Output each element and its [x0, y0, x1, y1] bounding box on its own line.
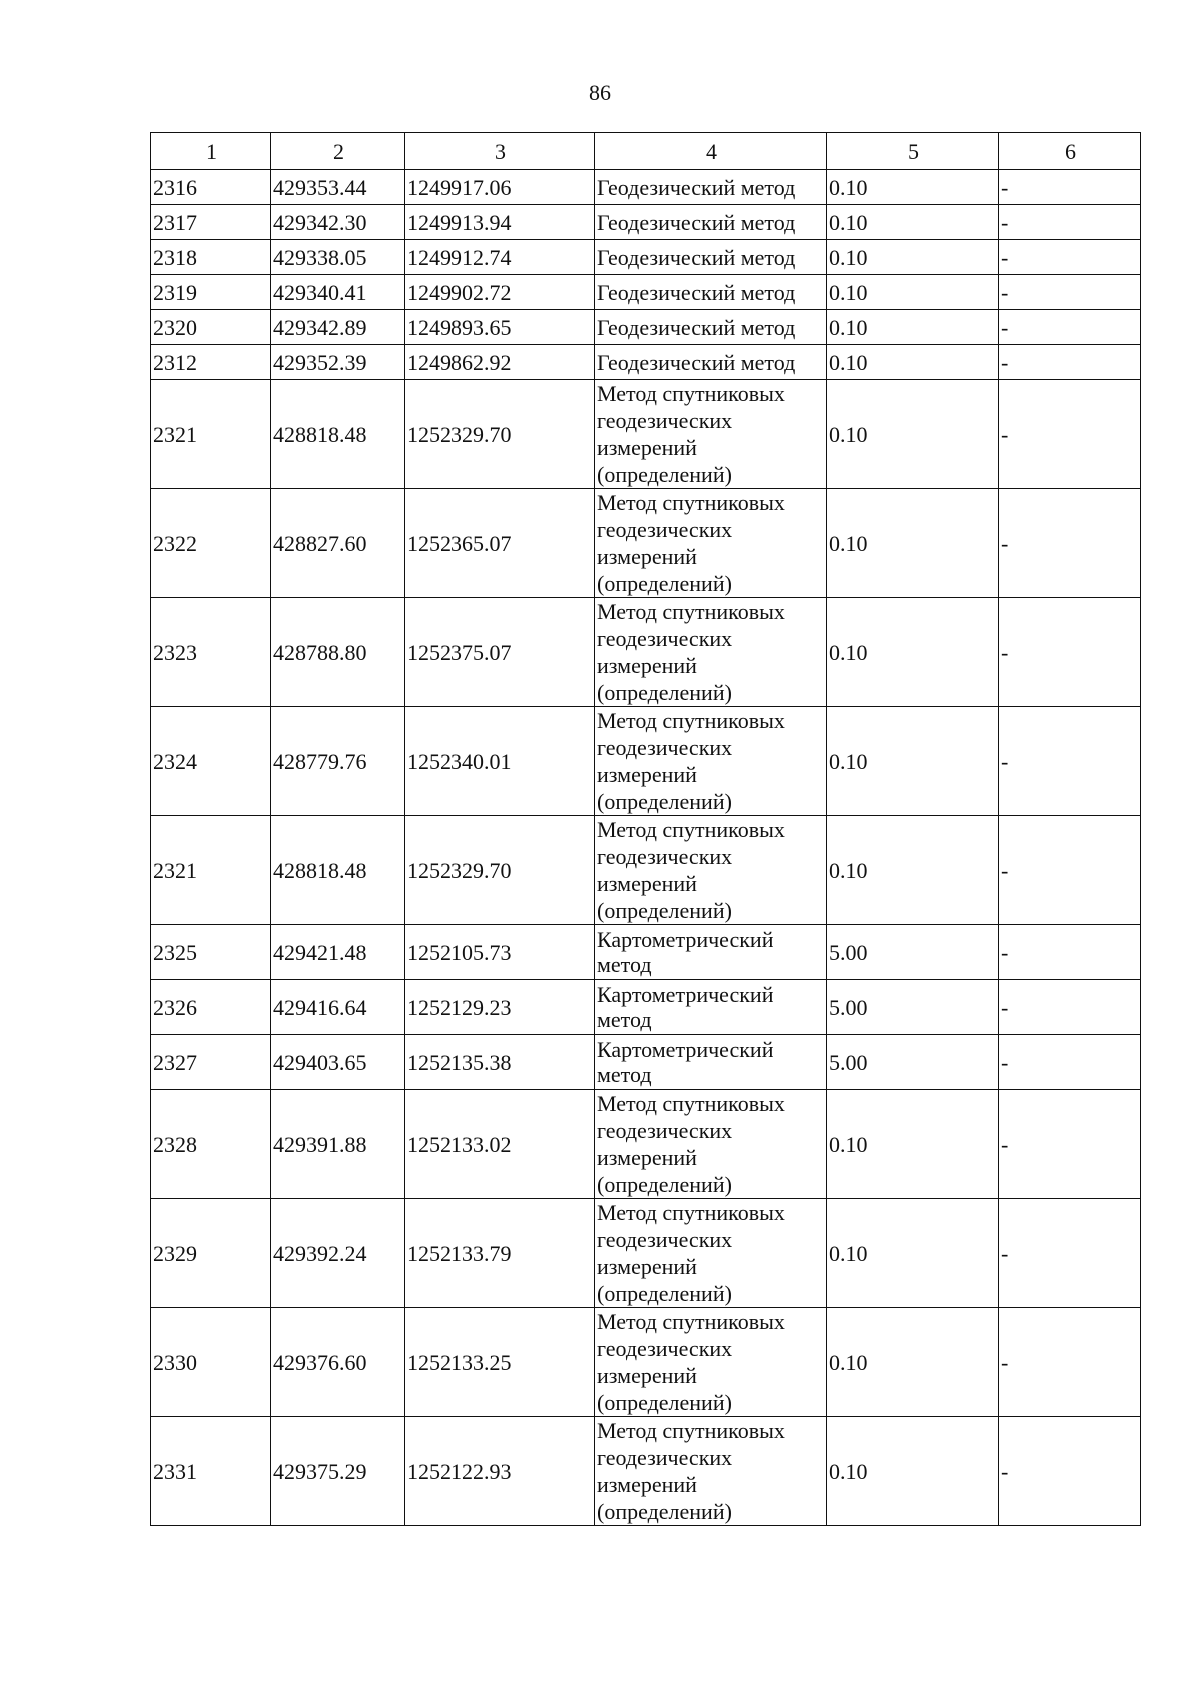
y-coordinate-cell: 1252375.07 [405, 598, 595, 707]
point-id-cell: 2321 [151, 816, 271, 925]
accuracy-cell: 5.00 [827, 925, 999, 980]
note-cell: - [999, 707, 1141, 816]
table-row [151, 345, 1141, 380]
x-coordinate-cell: 429421.48 [271, 925, 405, 980]
y-coordinate-cell: 1252129.23 [405, 980, 595, 1035]
table-row [151, 925, 1141, 980]
x-coordinate-cell: 429391.88 [271, 1090, 405, 1199]
method-cell: Метод спутниковых геодезических измерений (определений) [595, 1090, 827, 1199]
note-cell: - [999, 925, 1141, 980]
y-coordinate-cell: 1252340.01 [405, 707, 595, 816]
method-cell: Метод спутниковых геодезических измерений (определений) [595, 489, 827, 598]
method-cell: Геодезический метод [595, 275, 827, 310]
accuracy-cell: 0.10 [827, 816, 999, 925]
table-row [151, 980, 1141, 1035]
x-coordinate-cell: 428818.48 [271, 816, 405, 925]
accuracy-cell: 0.10 [827, 275, 999, 310]
point-id-cell: 2322 [151, 489, 271, 598]
y-coordinate-cell: 1252135.38 [405, 1035, 595, 1090]
column-header-1: 1 [151, 133, 271, 170]
y-coordinate-cell: 1252133.02 [405, 1090, 595, 1199]
x-coordinate-cell: 428818.48 [271, 380, 405, 489]
note-cell: - [999, 489, 1141, 598]
accuracy-cell: 0.10 [827, 707, 999, 816]
point-id-cell: 2323 [151, 598, 271, 707]
point-id-cell: 2329 [151, 1199, 271, 1308]
table-row [151, 1035, 1141, 1090]
accuracy-cell: 5.00 [827, 1035, 999, 1090]
x-coordinate-cell: 429340.41 [271, 275, 405, 310]
x-coordinate-cell: 428779.76 [271, 707, 405, 816]
accuracy-cell: 0.10 [827, 489, 999, 598]
point-id-cell: 2330 [151, 1308, 271, 1417]
table-row [151, 707, 1141, 816]
x-coordinate-cell: 429352.39 [271, 345, 405, 380]
x-coordinate-cell: 429338.05 [271, 240, 405, 275]
note-cell: - [999, 380, 1141, 489]
y-coordinate-cell: 1252122.93 [405, 1417, 595, 1526]
x-coordinate-cell: 429416.64 [271, 980, 405, 1035]
x-coordinate-cell: 429375.29 [271, 1417, 405, 1526]
point-id-cell: 2326 [151, 980, 271, 1035]
accuracy-cell: 0.10 [827, 1417, 999, 1526]
accuracy-cell: 0.10 [827, 240, 999, 275]
method-cell: Метод спутниковых геодезических измерений (определений) [595, 1199, 827, 1308]
table-row [151, 205, 1141, 240]
note-cell: - [999, 240, 1141, 275]
note-cell: - [999, 598, 1141, 707]
method-cell: Геодезический метод [595, 310, 827, 345]
method-cell: Метод спутниковых геодезических измерений (определений) [595, 380, 827, 489]
point-id-cell: 2331 [151, 1417, 271, 1526]
note-cell: - [999, 1417, 1141, 1526]
point-id-cell: 2325 [151, 925, 271, 980]
accuracy-cell: 0.10 [827, 1308, 999, 1417]
y-coordinate-cell: 1249902.72 [405, 275, 595, 310]
method-cell: Картометрический метод [595, 1035, 827, 1090]
table-row [151, 1199, 1141, 1308]
table-row [151, 1090, 1141, 1199]
table-row [151, 170, 1141, 205]
column-header-6: 6 [999, 133, 1141, 170]
method-cell: Метод спутниковых геодезических измерений (определений) [595, 707, 827, 816]
column-header-2: 2 [271, 133, 405, 170]
y-coordinate-cell: 1252329.70 [405, 816, 595, 925]
y-coordinate-cell: 1252365.07 [405, 489, 595, 598]
point-id-cell: 2312 [151, 345, 271, 380]
table-row [151, 816, 1141, 925]
x-coordinate-cell: 429353.44 [271, 170, 405, 205]
point-id-cell: 2319 [151, 275, 271, 310]
method-cell: Картометрический метод [595, 980, 827, 1035]
table-row [151, 598, 1141, 707]
method-cell: Геодезический метод [595, 205, 827, 240]
table-row [151, 380, 1141, 489]
method-cell: Геодезический метод [595, 240, 827, 275]
accuracy-cell: 0.10 [827, 598, 999, 707]
x-coordinate-cell: 429392.24 [271, 1199, 405, 1308]
y-coordinate-cell: 1249913.94 [405, 205, 595, 240]
table-row [151, 489, 1141, 598]
column-header-4: 4 [595, 133, 827, 170]
y-coordinate-cell: 1252105.73 [405, 925, 595, 980]
method-cell: Метод спутниковых геодезических измерений (определений) [595, 598, 827, 707]
point-id-cell: 2316 [151, 170, 271, 205]
accuracy-cell: 0.10 [827, 345, 999, 380]
accuracy-cell: 0.10 [827, 205, 999, 240]
note-cell: - [999, 980, 1141, 1035]
point-id-cell: 2327 [151, 1035, 271, 1090]
accuracy-cell: 0.10 [827, 1090, 999, 1199]
x-coordinate-cell: 429403.65 [271, 1035, 405, 1090]
method-cell: Метод спутниковых геодезических измерений (определений) [595, 1308, 827, 1417]
x-coordinate-cell: 428827.60 [271, 489, 405, 598]
y-coordinate-cell: 1252133.25 [405, 1308, 595, 1417]
accuracy-cell: 0.10 [827, 380, 999, 489]
note-cell: - [999, 1308, 1141, 1417]
accuracy-cell: 0.10 [827, 1199, 999, 1308]
page-number: 86 [589, 80, 611, 105]
note-cell: - [999, 816, 1141, 925]
table-row [151, 1417, 1141, 1526]
point-id-cell: 2320 [151, 310, 271, 345]
y-coordinate-cell: 1249917.06 [405, 170, 595, 205]
accuracy-cell: 0.10 [827, 310, 999, 345]
method-cell: Геодезический метод [595, 345, 827, 380]
table-body [151, 170, 1141, 1526]
point-id-cell: 2318 [151, 240, 271, 275]
x-coordinate-cell: 429342.89 [271, 310, 405, 345]
y-coordinate-cell: 1252329.70 [405, 380, 595, 489]
column-header-5: 5 [827, 133, 999, 170]
y-coordinate-cell: 1249862.92 [405, 345, 595, 380]
note-cell: - [999, 205, 1141, 240]
accuracy-cell: 5.00 [827, 980, 999, 1035]
point-id-cell: 2321 [151, 380, 271, 489]
x-coordinate-cell: 428788.80 [271, 598, 405, 707]
note-cell: - [999, 1035, 1141, 1090]
note-cell: - [999, 1090, 1141, 1199]
method-cell: Картометрический метод [595, 925, 827, 980]
table-row [151, 310, 1141, 345]
method-cell: Геодезический метод [595, 170, 827, 205]
table-row [151, 1308, 1141, 1417]
point-id-cell: 2317 [151, 205, 271, 240]
point-id-cell: 2328 [151, 1090, 271, 1199]
y-coordinate-cell: 1249912.74 [405, 240, 595, 275]
coordinates-table [150, 132, 1141, 1526]
x-coordinate-cell: 429376.60 [271, 1308, 405, 1417]
table-row [151, 240, 1141, 275]
note-cell: - [999, 275, 1141, 310]
table-header-row [151, 133, 1141, 170]
column-header-3: 3 [405, 133, 595, 170]
y-coordinate-cell: 1252133.79 [405, 1199, 595, 1308]
point-id-cell: 2324 [151, 707, 271, 816]
x-coordinate-cell: 429342.30 [271, 205, 405, 240]
accuracy-cell: 0.10 [827, 170, 999, 205]
note-cell: - [999, 310, 1141, 345]
y-coordinate-cell: 1249893.65 [405, 310, 595, 345]
method-cell: Метод спутниковых геодезических измерений (определений) [595, 1417, 827, 1526]
method-cell: Метод спутниковых геодезических измерений (определений) [595, 816, 827, 925]
note-cell: - [999, 1199, 1141, 1308]
table-row [151, 275, 1141, 310]
note-cell: - [999, 345, 1141, 380]
note-cell: - [999, 170, 1141, 205]
